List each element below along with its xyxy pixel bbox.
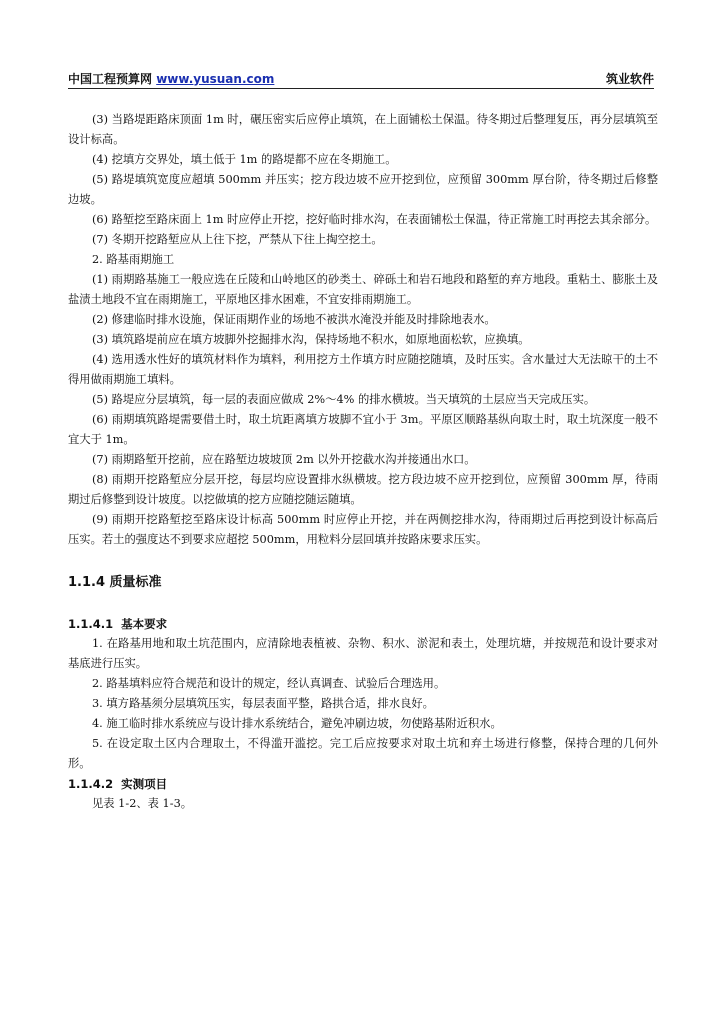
header-left (68, 70, 274, 88)
header-site-link[interactable]: www.yusuan.com (156, 72, 275, 86)
rainy-item-9: (9) 雨期开挖路堑挖至路床设计标高 500mm 时应停止开挖，并在两侧挖排水沟，待雨期过后再挖到设计标高后压实。若土的强度达不到要求应超挖 500mm，用粒料分层回填并按路床要求压实。 (68, 513, 658, 546)
subsection-heading-basic-requirements (68, 614, 658, 634)
section-number: 1.1.4 (68, 575, 106, 590)
basic-req-item-2: 2. 路基填料应符合规范和设计的规定，经认真调查、试验后合理选用。 (92, 677, 446, 690)
subsection-title: 基本要求 (121, 617, 168, 631)
rainy-item-5: (5) 路堤应分层填筑，每一层的表面应做成 2%～4% 的排水横坡。当天填筑的土层应当天完成压实。 (92, 393, 596, 406)
winter-item-6: (6) 路堑挖至路床面上 1m 时应停止开挖，挖好临时排水沟，在表面铺松土保温，待正常施工时再挖去其余部分。 (92, 213, 657, 226)
subsection-heading-measured-items (68, 774, 658, 794)
winter-item-3: (3) 当路堤距路床顶面 1m 时，碾压密实后应停止填筑，在上面铺松土保温。待冬期过后整理复压，再分层填筑至设计标高。 (68, 113, 658, 146)
basic-req-item-1: 1. 在路基用地和取土坑范围内，应清除地表植被、杂物、积水、淤泥和表土，处理坑塘，并按规范和设计要求对基底进行压实。 (68, 637, 658, 670)
rainy-item-8: (8) 雨期开挖路堑应分层开挖，每层均应设置排水纵横坡。挖方段边坡不应开挖到位，应预留 300mm 厚，待雨期过后修整到设计坡度。以挖做填的挖方应随挖随运随填。 (68, 473, 658, 506)
rainy-item-6: (6) 雨期填筑路堤需要借土时，取土坑距离填方坡脚不宜小于 3m。平原区顺路基纵向取土时，取土坑深度一般不宜大于 1m。 (68, 413, 658, 446)
basic-req-item-5: 5. 在设定取土区内合理取土，不得滥开滥挖。完工后应按要求对取土坑和弃土场进行修整，保持合理的几何外形。 (68, 737, 658, 770)
basic-req-item-3: 3. 填方路基须分层填筑压实，每层表面平整，路拱合适，排水良好。 (92, 697, 434, 710)
rainy-construction-heading: 2. 路基雨期施工 (92, 253, 175, 266)
section-heading-quality-standard (68, 572, 658, 594)
section-title: 质量标准 (109, 575, 162, 590)
rainy-item-2: (2) 修建临时排水设施，保证雨期作业的场地不被洪水淹没并能及时排除地表水。 (92, 313, 496, 326)
subsection-number: 1.1.4.1 (68, 617, 114, 631)
rainy-item-7: (7) 雨期路堑开挖前，应在路堑边坡坡顶 2m 以外开挖截水沟并接通出水口。 (92, 453, 476, 466)
winter-item-7: (7) 冬期开挖路堑应从上往下挖，严禁从下往上掏空挖土。 (92, 233, 383, 246)
header-site-title: 中国工程预算网 (68, 72, 153, 86)
winter-item-5: (5) 路堤填筑宽度应超填 500mm 并压实；挖方段边坡不应开挖到位，应预留 300mm 厚台阶，待冬期过后修整边坡。 (68, 173, 658, 206)
rainy-item-1: (1) 雨期路基施工一般应选在丘陵和山岭地区的砂类土、碎砾土和岩石地段和路堑的弃方地段。重粘土、膨胀土及盐渍土地段不宜在雨期施工，平原地区排水困难，不宜安排雨期施工。 (68, 273, 658, 306)
basic-req-item-4: 4. 施工临时排水系统应与设计排水系统结合，避免冲刷边坡，勿使路基附近积水。 (92, 717, 502, 730)
rainy-item-4: (4) 选用透水性好的填筑材料作为填料，利用挖方土作填方时应随挖随填，及时压实。含水量过大无法晾干的土不得用做雨期施工填料。 (68, 353, 658, 386)
document-body (68, 110, 658, 814)
subsection-number: 1.1.4.2 (68, 777, 114, 791)
rainy-item-3: (3) 填筑路堤前应在填方坡脚外挖掘排水沟，保持场地不积水，如原地面松软，应换填。 (92, 333, 530, 346)
subsection-title: 实测项目 (121, 777, 168, 791)
winter-item-4: (4) 挖填方交界处，填土低于 1m 的路堤都不应在冬期施工。 (92, 153, 397, 166)
measured-items-reference: 见表 1-2、表 1-3。 (92, 797, 193, 810)
page-header (68, 70, 654, 89)
header-brand: 筑业软件 (605, 72, 654, 86)
